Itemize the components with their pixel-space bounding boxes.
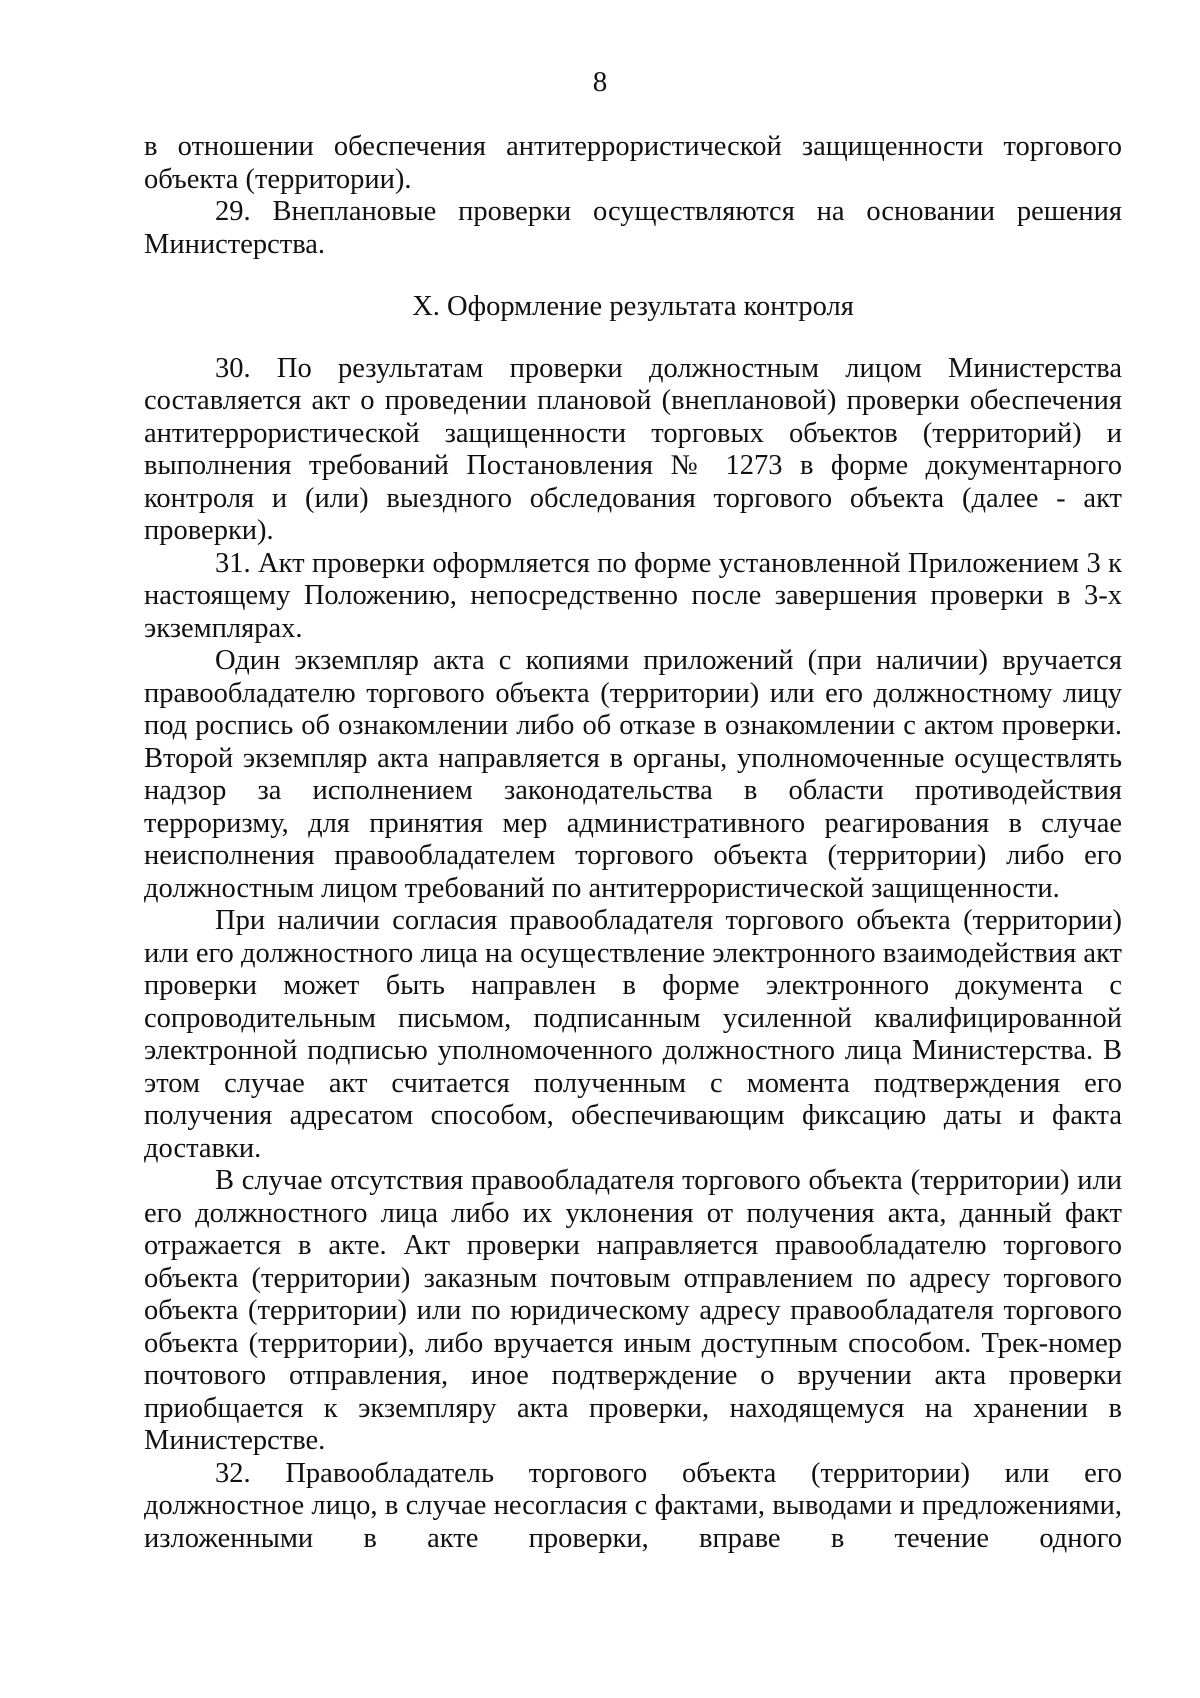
document-body [144,131,1122,1555]
section-title: X. Оформление результата контроля [412,291,854,322]
paragraph-29: 29. Внеплановые проверки осуществляются на основании решения Министерства. [144,196,1122,260]
paragraph-31-copy-delivery: Один экземпляр акта с копиями приложений (при наличии) вручается правообладателю торгового объекта (территории) или его должностному лицу под роспись об ознакомлении либо об отказе в ознакомлении с актом проверки. Второй экземпляр акта направляется в органы, уполномоченные осуществлять надзор за исполнением законодательства в области противодействия терроризму, для принятия мер административного реагирования в случае неисполнения правообладателем торгового объекта (территории) либо его должностным лицом требований по антитеррористической защищенности. [144,645,1122,904]
paragraph-32: 32. Правообладатель торгового объекта (территории) или его должностное лицо, в случае несогласия с фактами, выводами и предложениями, изложенными в акте проверки, вправе в течение одного [144,1457,1122,1554]
paragraph-31-absence: В случае отсутствия правообладателя торгового объекта (территории) или его должностного лица либо их уклонения от получения акта, данный факт отражается в акте. Акт проверки направляется правообладателю торгового объекта (территории) заказным почтовым отправлением по адресу торгового объекта (территории) или по юридическому адресу правообладателя торгового объекта (территории), либо вручается иным доступным способом. Трек-номер почтового отправления, иное подтверждение о вручении акта проверки приобщается к экземпляру акта проверки, находящемуся на хранении в Министерстве. [144,1165,1122,1456]
page-number: 8 [592,66,608,98]
paragraph-31-electronic: При наличии согласия правообладателя торгового объекта (территории) или его должностного лица на осуществление электронного взаимодействия акт проверки может быть направлен в форме электронного документа с сопроводительным письмом, подписанным усиленной квалифицированной электронной подписью уполномоченного должностного лица Министерства. В этом случае акт считается полученным с момента подтверждения его получения адресатом способом, обеспечивающим фиксацию даты и факта доставки. [144,905,1122,1164]
paragraph-30: 30. По результатам проверки должностным лицом Министерства составляется акт о проведении плановой (внеплановой) проверки обеспечения антитеррористической защищенности торговых объектов (территорий) и выполнения требований Постановления № 1273 в форме документарного контроля и (или) выездного обследования торгового объекта (далее - акт проверки). [144,352,1122,546]
paragraph-continuation: в отношении обеспечения антитеррористической защищенности торгового объекта (территории). [144,131,1122,195]
paragraph-31: 31. Акт проверки оформляется по форме установленной Приложением 3 к настоящему Положению, непосредственно после завершения проверки в 3-х экземплярах. [144,547,1122,644]
